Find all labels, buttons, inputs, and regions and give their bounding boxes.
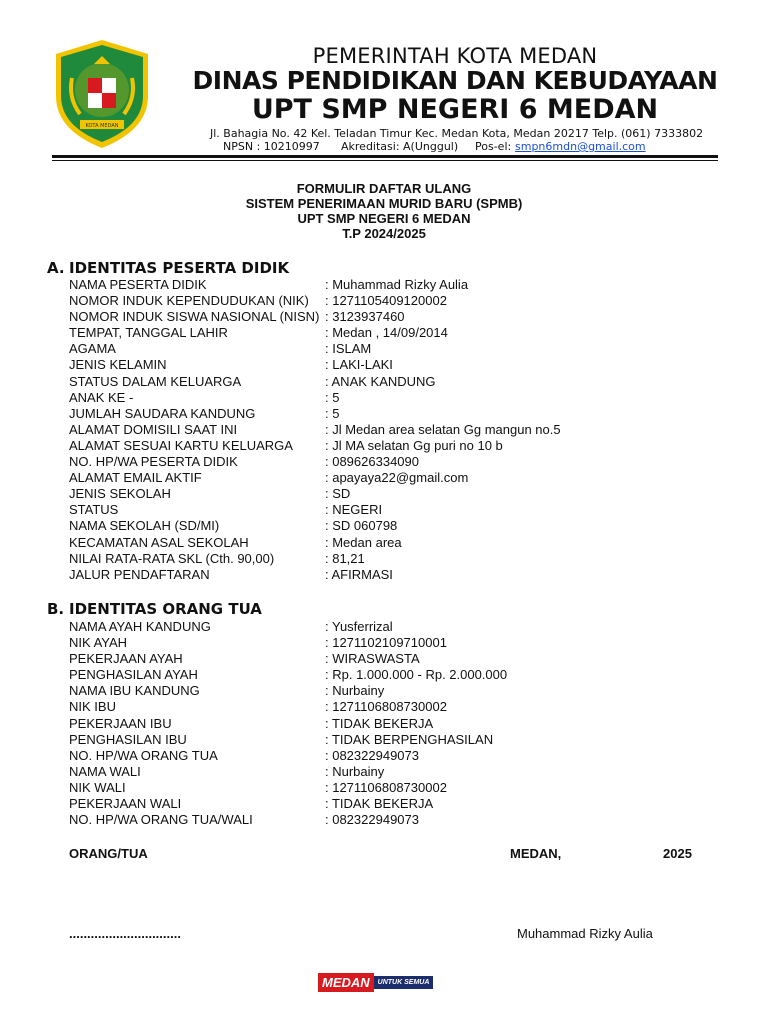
form-field-row: [69, 796, 749, 812]
field-label: NOMOR INDUK SISWA NASIONAL (NISN): [69, 309, 320, 325]
form-field-row: [69, 293, 749, 309]
field-value: : SD: [325, 486, 351, 502]
field-label: PEKERJAAN WALI: [69, 796, 182, 812]
field-value: : TIDAK BEKERJA: [325, 715, 434, 731]
signature-city: MEDAN,: [510, 846, 562, 861]
field-value: : 082322949073: [325, 812, 419, 828]
field-value: : AFIRMASI: [325, 566, 393, 582]
accreditation-text: Akreditasi: A(Unggul): [341, 140, 459, 153]
form-field-row: [69, 374, 749, 390]
field-value: : Nurbainy: [325, 763, 385, 779]
school-address: Jl. Bahagia No. 42 Kel. Teladan Timur Kec. Medan Kota, Medan 20217 Telp. (061) 7333802: [210, 127, 704, 140]
form-title: [100, 181, 668, 241]
form-field-row: [69, 406, 749, 422]
form-field-row: [69, 551, 749, 567]
form-field-row: [69, 748, 749, 764]
section-letter: B.: [47, 600, 65, 618]
form-field-row: [69, 535, 749, 551]
field-label: KECAMATAN ASAL SEKOLAH: [69, 534, 249, 550]
form-field-row: [69, 651, 749, 667]
field-value: : 1271105409120002: [325, 293, 447, 309]
parent-identity-list: [69, 619, 749, 828]
field-label: NO. HP/WA ORANG TUA: [69, 747, 218, 763]
field-value: : Jl MA selatan Gg puri no 10 b: [325, 437, 503, 453]
field-label: NAMA AYAH KANDUNG: [69, 619, 211, 634]
field-value: : LAKI-LAKI: [325, 357, 393, 373]
form-field-row: [69, 699, 749, 715]
field-label: STATUS DALAM KELUARGA: [69, 373, 242, 389]
form-field-row: [69, 438, 749, 454]
field-value: : Nurbainy: [325, 683, 385, 699]
field-label: JENIS KELAMIN: [69, 357, 167, 373]
field-label: TEMPAT, TANGGAL LAHIR: [69, 325, 228, 341]
footer-brand-tagline: UNTUK SEMUA: [374, 976, 434, 989]
field-label: NIK WALI: [69, 779, 126, 795]
form-title-line: T.P 2024/2025: [342, 226, 426, 241]
field-label: AGAMA: [69, 341, 116, 357]
school-name: UPT SMP NEGERI 6 MEDAN: [251, 94, 659, 125]
signature-year: 2025: [663, 846, 692, 861]
npsn-text: NPSN : 10210997: [223, 140, 320, 153]
field-label: PENGHASILAN IBU: [69, 731, 187, 747]
department-name: DINAS PENDIDIKAN DAN KEBUDAYAAN: [192, 66, 718, 95]
form-field-row: [69, 454, 749, 470]
field-label: JUMLAH SAUDARA KANDUNG: [69, 405, 256, 421]
field-value: : 81,21: [325, 550, 365, 566]
student-identity-list: [69, 277, 749, 583]
form-field-row: [69, 683, 749, 699]
field-value: : 089626334090: [325, 454, 419, 470]
form-field-row: [69, 518, 749, 534]
field-value: : 3123937460: [325, 309, 405, 325]
field-label: NAMA PESERTA DIDIK: [69, 277, 207, 292]
field-value: : 082322949073: [325, 747, 419, 763]
form-field-row: [69, 277, 749, 293]
form-field-row: [69, 567, 749, 583]
field-label: ALAMAT DOMISILI SAAT INI: [69, 421, 238, 437]
field-label: NO. HP/WA ORANG TUA/WALI: [69, 812, 253, 828]
field-label: PENGHASILAN AYAH: [69, 667, 198, 683]
signature-left-label: ORANG/TUA: [69, 846, 148, 861]
form-field-row: [69, 716, 749, 732]
field-value: : SD 060798: [325, 518, 398, 534]
section-a-heading: [47, 259, 289, 277]
form-field-row: [69, 780, 749, 796]
school-identifiers: [223, 140, 646, 153]
field-label: JALUR PENDAFTARAN: [69, 566, 210, 582]
form-field-row: [69, 502, 749, 518]
field-value: : 1271102109710001: [325, 635, 447, 651]
field-label: NAMA WALI: [69, 763, 141, 779]
field-label: NIK AYAH: [69, 635, 128, 651]
form-field-row: [69, 390, 749, 406]
field-value: : apayaya22@gmail.com: [325, 470, 469, 486]
email-label: Pos-el:: [475, 140, 512, 153]
form-field-row: [69, 325, 749, 341]
form-field-row: [69, 422, 749, 438]
field-value: : NEGERI: [325, 502, 383, 518]
field-label: ALAMAT SESUAI KARTU KELUARGA: [69, 437, 293, 453]
field-value: : Medan , 14/09/2014: [325, 325, 448, 341]
svg-text:KOTA MEDAN: KOTA MEDAN: [85, 123, 119, 129]
header-rule-thin: [52, 160, 718, 161]
section-title: IDENTITAS PESERTA DIDIK: [69, 259, 290, 277]
section-letter: A.: [47, 259, 65, 277]
form-field-row: [69, 470, 749, 486]
field-value: : 5: [325, 405, 340, 421]
field-value: : 1271106808730002: [325, 699, 447, 715]
field-label: NAMA SEKOLAH (SD/MI): [69, 518, 220, 534]
footer-brand-medan: MEDAN: [318, 973, 374, 992]
field-label: ANAK KE -: [69, 389, 134, 405]
government-name: PEMERINTAH KOTA MEDAN: [312, 44, 598, 68]
field-value: : 1271106808730002: [325, 779, 447, 795]
field-label: NILAI RATA-RATA SKL (Cth. 90,00): [69, 550, 275, 566]
field-label: NIK IBU: [69, 699, 116, 715]
form-field-row: [69, 812, 749, 828]
field-value: : Yusferrizal: [325, 619, 393, 634]
form-field-row: [69, 357, 749, 373]
field-value: : Jl Medan area selatan Gg mangun no.5: [325, 421, 561, 437]
form-title-line: SISTEM PENERIMAAN MURID BARU (SPMB): [245, 196, 523, 211]
field-label: NO. HP/WA PESERTA DIDIK: [69, 454, 238, 470]
field-value: : TIDAK BERPENGHASILAN: [325, 731, 494, 747]
section-b-heading: [47, 600, 262, 618]
form-field-row: [69, 732, 749, 748]
field-value: : 5: [325, 389, 340, 405]
field-label: PEKERJAAN AYAH: [69, 651, 183, 667]
field-label: STATUS: [69, 502, 119, 518]
field-value: : Muhammad Rizky Aulia: [325, 277, 469, 292]
form-title-line: FORMULIR DAFTAR ULANG: [296, 181, 472, 196]
field-value: : Rp. 1.000.000 - Rp. 2.000.000: [325, 667, 508, 683]
field-label: NOMOR INDUK KEPENDUDUKAN (NIK): [69, 293, 309, 309]
header-rule-thick: [52, 155, 718, 158]
field-value: : ISLAM: [325, 341, 372, 357]
field-label: NAMA IBU KANDUNG: [69, 683, 200, 699]
signature-right-name: Muhammad Rizky Aulia: [517, 926, 653, 941]
field-value: : TIDAK BEKERJA: [325, 796, 434, 812]
city-emblem-logo: [50, 38, 154, 150]
form-field-row: [69, 635, 749, 651]
field-value: : Medan area: [325, 534, 402, 550]
form-field-row: [69, 667, 749, 683]
field-label: PEKERJAAN IBU: [69, 715, 172, 731]
footer-brand: [318, 973, 433, 992]
field-value: : WIRASWASTA: [325, 651, 420, 667]
email-link[interactable]: smpn6mdn@gmail.com: [515, 140, 646, 153]
form-field-row: [69, 764, 749, 780]
form-field-row: [69, 309, 749, 325]
form-field-row: [69, 341, 749, 357]
field-value: : ANAK KANDUNG: [325, 373, 436, 389]
field-label: JENIS SEKOLAH: [69, 486, 171, 502]
section-title: IDENTITAS ORANG TUA: [69, 600, 262, 618]
form-field-row: [69, 486, 749, 502]
signature-left-name: ...............................: [69, 926, 181, 941]
field-label: ALAMAT EMAIL AKTIF: [69, 470, 202, 486]
form-title-line: UPT SMP NEGERI 6 MEDAN: [297, 211, 471, 226]
form-field-row: [69, 619, 749, 635]
